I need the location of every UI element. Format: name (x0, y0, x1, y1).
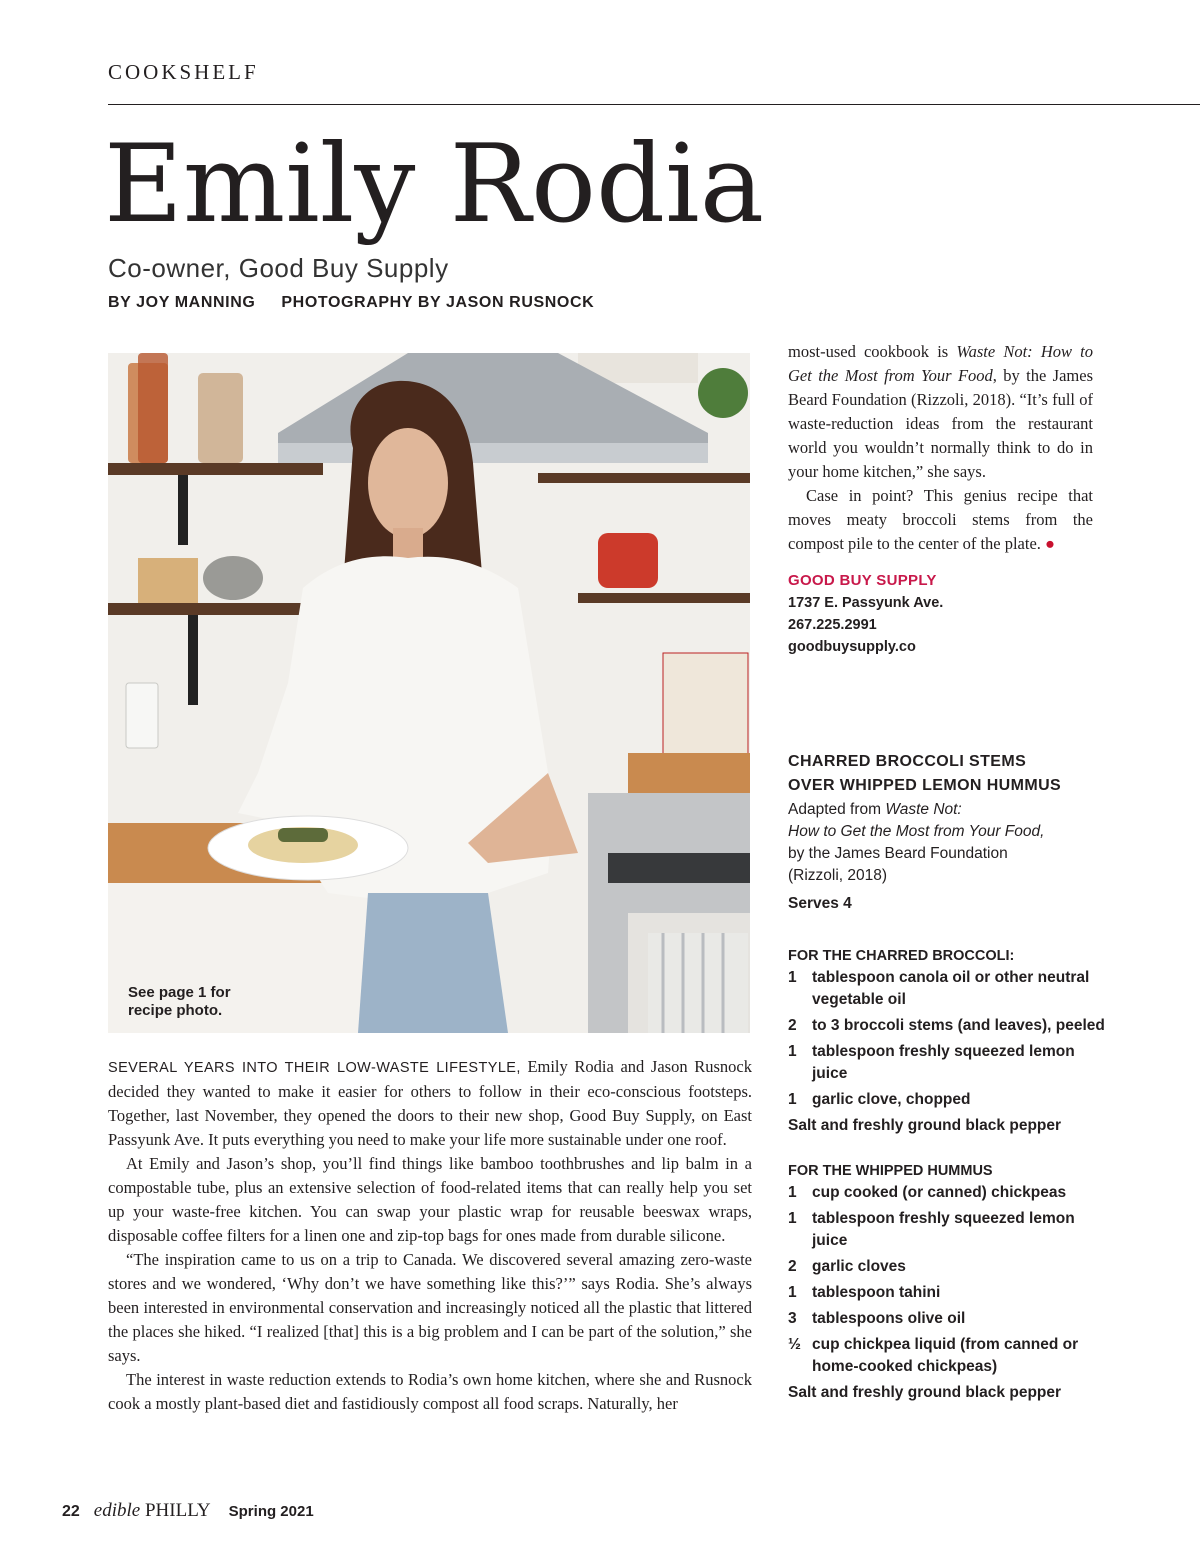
ingredient-item: 2 to 3 broccoli stems (and leaves), peeled (788, 1017, 1105, 1034)
paragraph-6: Case in point? This genius recipe that moves meaty broccoli stems from the compost pile to the center of the plate. ● (788, 486, 1093, 553)
page-number: 22 (62, 1503, 80, 1520)
lead-in: SEVERAL YEARS INTO THEIR LOW-WASTE LIFESTYLE, (108, 1060, 521, 1076)
kitchen-illustration (108, 353, 750, 1033)
ingredient-item: Salt and freshly ground black pepper (788, 1117, 1062, 1134)
photo-caption: See page 1 for recipe photo. (128, 984, 231, 1019)
photo-credit: PHOTOGRAPHY BY JASON RUSNOCK (281, 294, 595, 311)
ingredient-item: 2 garlic cloves (788, 1258, 906, 1275)
section-heading: FOR THE WHIPPED HUMMUS (788, 1163, 993, 1179)
paragraph-4: The interest in waste reduction extends to Rodia’s own home kitchen, where she and Rusnock cook a mostly plant-based diet and fastidiously compost all food scraps. Naturally, her (108, 1370, 752, 1413)
recipe (788, 750, 1108, 1408)
ingredient-item: 1 tablespoon tahini (788, 1284, 941, 1301)
header-rule (108, 104, 1200, 105)
article-continued (788, 340, 1093, 556)
ingredient-item: 1 garlic clove, chopped (788, 1091, 971, 1108)
recipe-title: CHARRED BROCCOLI STEMS OVER WHIPPED LEMON HUMMUS (788, 753, 1062, 794)
credits (108, 294, 620, 312)
shop-name: GOOD BUY SUPPLY (788, 572, 937, 589)
portrait-photo (108, 353, 750, 1033)
ingredient-item: 1 tablespoon freshly squeezed lemon juice (788, 1210, 1075, 1249)
paragraph-5: most-used cookbook is Waste Not: How to Get the Most from Your Food, by the James Beard Foundation (Rizzoli, 2018). “It’s full of waste-reduction ideas from the restaurant world you wouldn’t normally think to do in your home kitchen,” she says. (788, 342, 1094, 481)
page-title: Emily Rodia (104, 122, 765, 247)
page-footer (62, 1500, 314, 1522)
recipe-source: Adapted from Waste Not: How to Get the Most from Your Food, by the James Beard Foundation (Rizzoli, 2018) (788, 801, 1045, 884)
paragraph-2: At Emily and Jason’s shop, you’ll find things like bamboo toothbrushes and lip balm in a compostable tube, plus an extensive selection of food-related items that can really help you set up your waste-free kitchen. You can swap your plastic wrap for reusable beeswax wraps, disposable coffee filters for a linen one and zip-top bags for ones made from durable silicone. (108, 1154, 752, 1245)
byline: BY JOY MANNING (108, 294, 256, 311)
ingredient-list-broccoli (788, 967, 1108, 1137)
subtitle: Co-owner, Good Buy Supply (108, 253, 449, 283)
ingredient-item: 3 tablespoons olive oil (788, 1310, 966, 1327)
shop-info (788, 570, 1108, 658)
shop-address: 1737 E. Passyunk Ave. (788, 595, 944, 611)
ingredient-item: 1 tablespoon freshly squeezed lemon juice (788, 1043, 1075, 1082)
article-body (108, 1055, 752, 1416)
ingredient-item: ½ cup chickpea liquid (from canned or home-cooked chickpeas) (788, 1336, 1079, 1375)
issue-season: Spring 2021 (228, 1503, 314, 1520)
section-label: COOKSHELF (108, 60, 259, 84)
shop-phone: 267.225.2991 (788, 617, 877, 633)
shop-website[interactable]: goodbuysupply.co (788, 639, 916, 655)
ingredient-item: 1 cup cooked (or canned) chickpeas (788, 1184, 1067, 1201)
ingredient-item: Salt and freshly ground black pepper (788, 1384, 1062, 1401)
end-mark-icon: ● (1045, 534, 1056, 553)
recipe-serves: Serves 4 (788, 895, 852, 912)
ingredient-item: 1 tablespoon canola oil or other neutral vegetable oil (788, 969, 1090, 1008)
paragraph-3: “The inspiration came to us on a trip to Canada. We discovered several amazing zero-waste stores and we wondered, ‘Why don’t we have something like this?’” says Rodia. She’s always been interested in environmental conservation and increasingly noticed all the plastic that littered the places she hiked. “I realized [that] this is a big problem and I can be part of the solution,” she says. (108, 1250, 752, 1365)
section-heading: FOR THE CHARRED BROCCOLI: (788, 948, 1015, 964)
paragraph-1: SEVERAL YEARS INTO THEIR LOW-WASTE LIFESTYLE, Emily Rodia and Jason Rusnock decided they wanted to make it easier for others to follow in their eco-conscious footsteps. Together, last November, they opened the doors to their new shop, Good Buy Supply, on East Passyunk Ave. It puts everything you need to make your life more sustainable under one roof. (108, 1057, 752, 1149)
book-title: Waste Not: How to Get the Most from Your Food (788, 342, 1093, 385)
magazine-name: edible PHILLY (93, 1500, 211, 1521)
ingredient-list-hummus (788, 1182, 1108, 1404)
